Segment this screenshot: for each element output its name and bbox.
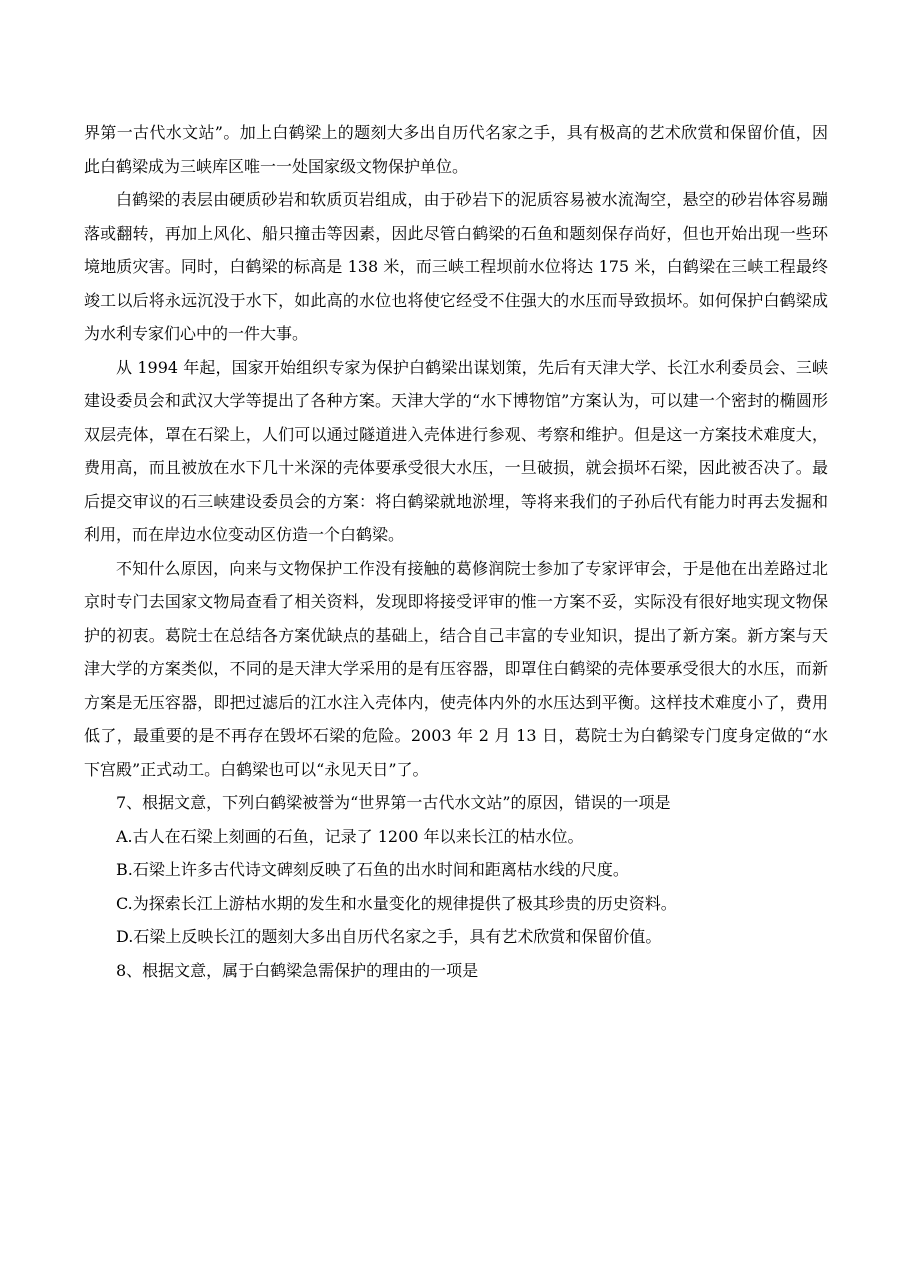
question-8-stem: 8、根据文意，属于白鹤梁急需保护的理由的一项是 (116, 960, 479, 980)
question-7-option-d: D.石梁上反映长江的题刻大多出自历代名家之手，具有艺术欣赏和保留价值。 (116, 927, 662, 946)
question-7-option-b: B.石梁上许多古代诗文碑刻反映了石鱼的出水时间和距离枯水线的尺度。 (116, 860, 629, 879)
paragraph-4: 不知什么原因，向来与文物保护工作没有接触的葛修润院士参加了专家评审会，于是他在出差路过北京时专门去国家文物局查看了相关资料，发现即将接受评审的惟一方案不妥，实际没有很好地实现文物保护的初衷。葛院士在总结各方案优缺点的基础上，结合自己丰富的专业知识，提出了新方案。新方案与天津大学的方案类似，不同的是天津大学采用的是有压容器，即罩住白鹤梁的壳体要承受很大的水压，而新方案是无压容器，即把过滤后的江水注入壳体内，使壳体内外的水压达到平衡。这样技术难度小了，费用低了，最重要的是不再存在毁坏石梁的危险。2003 年 2 月 13 日，葛院士为白鹤梁专门度身定做的“水下宫殿”正式动工。白鹤梁也可以“永见天日”了。 (84, 558, 828, 779)
question-8 (84, 954, 828, 988)
question-7-stem: 7、根据文意，下列白鹤梁被誉为“世界第一古代水文站”的原因，错误的一项是 (116, 793, 671, 812)
question-7-option-a: A.古人在石梁上刻画的石鱼，记录了 1200 年以来长江的枯水位。 (116, 826, 584, 846)
document-page (84, 116, 828, 987)
paragraph-2: 白鹤梁的表层由硬质砂岩和软质页岩组成，由于砂岩下的泥质容易被水流淘空，悬空的砂岩体容易蹦落或翻转，再加上风化、船只撞击等因素，因此尽管白鹤梁的石鱼和题刻保存尚好，但也开始出现一些环境地质灾害。同时，白鹤梁的标高是 138 米，而三峡工程坝前水位将达 175 米，白鹤梁在三峡工程最终竣工以后将永远沉没于水下，如此高的水位也将使它经受不住强大的水压而导致损坏。如何保护白鹤梁成为水利专家们心中的一件大事。 (84, 190, 828, 343)
paragraph-3: 从 1994 年起，国家开始组织专家为保护白鹤梁出谋划策，先后有天津大学、长江水利委员会、三峡建设委员会和武汉大学等提出了各种方案。天津大学的“水下博物馆”方案认为，可以建一个密封的椭圆形双层壳体，罩在石梁上，人们可以通过隧道进入壳体进行参观、考察和维护。但是这一方案技术难度大，费用高，而且被放在水下几十米深的壳体要承受很大水压，一旦破损，就会损坏石梁，因此被否决了。最后提交审议的石三峡建设委员会的方案：将白鹤梁就地淤埋，等将来我们的子孙后代有能力时再去发掘和利用，而在岸边水位变动区仿造一个白鹤梁。 (84, 357, 828, 544)
question-7 (84, 786, 828, 954)
question-7-option-c: C.为探索长江上游枯水期的发生和水量变化的规律提供了极其珍贵的历史资料。 (116, 893, 677, 913)
paragraph-1: 界第一古代水文站”。加上白鹤梁上的题刻大多出自历代名家之手，具有极高的艺术欣赏和保留价值，因此白鹤梁成为三峡库区唯一一处国家级文物保护单位。 (84, 123, 828, 176)
